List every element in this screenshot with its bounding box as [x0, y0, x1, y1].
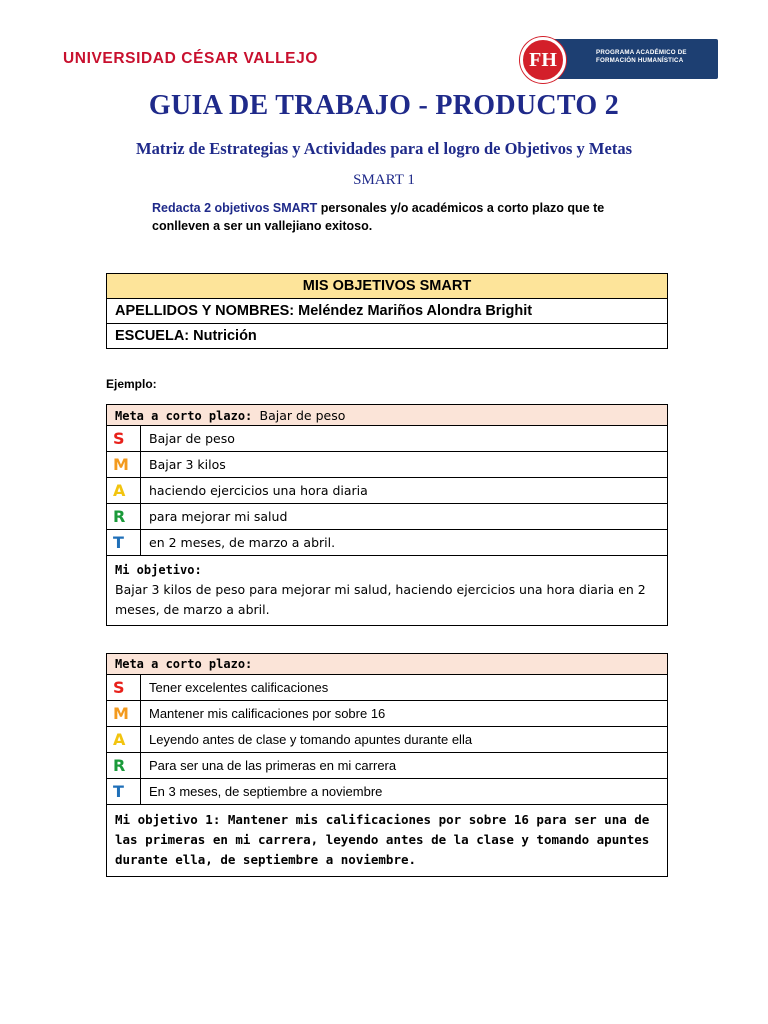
smart-value: Leyendo antes de clase y tomando apuntes durante ella	[141, 727, 668, 753]
smart-letter-t: T	[107, 779, 141, 805]
smart-value: Bajar de peso	[141, 426, 668, 452]
smart-row	[107, 426, 668, 452]
smart-row	[107, 504, 668, 530]
smart-value: Tener excelentes calificaciones	[141, 675, 668, 701]
smart-letter-t: T	[107, 530, 141, 556]
smart-row	[107, 727, 668, 753]
page-subtitle: Matriz de Estrategias y Actividades para el logro de Objetivos y Metas	[136, 139, 632, 158]
smart-letter-m: M	[107, 701, 141, 727]
meta-label: Meta a corto plazo:	[115, 657, 253, 671]
program-line-1: PROGRAMA ACADÉMICO DE	[596, 49, 687, 56]
example-smart-table	[106, 404, 668, 626]
meta-value: Bajar de peso	[259, 407, 346, 423]
instruction-highlight: Redacta 2 objetivos SMART	[152, 201, 318, 215]
smart-letter-a: A	[107, 478, 141, 504]
smart-row	[107, 530, 668, 556]
smart-letter-a: A	[107, 727, 141, 753]
smart-letter-r: R	[107, 753, 141, 779]
objective-cell	[107, 556, 668, 626]
fh-monogram: FH	[520, 37, 566, 83]
smart-value: Mantener mis calificaciones por sobre 16	[141, 701, 668, 727]
student-smart-table	[106, 653, 668, 877]
smart-row	[107, 701, 668, 727]
smart-letter-s: S	[107, 675, 141, 701]
smart-value: para mejorar mi salud	[141, 504, 668, 530]
meta-row	[107, 654, 668, 675]
smart-row	[107, 753, 668, 779]
smart-row	[107, 452, 668, 478]
example-label: Ejemplo:	[106, 377, 157, 391]
smart-row	[107, 675, 668, 701]
instruction-text	[152, 199, 622, 235]
smart-letter-r: R	[107, 504, 141, 530]
smart-value: Bajar 3 kilos	[141, 452, 668, 478]
smart-row	[107, 478, 668, 504]
smart-letter-s: S	[107, 426, 141, 452]
school-row: ESCUELA: Nutrición	[107, 324, 668, 349]
smart-value: haciendo ejercicios una hora diaria	[141, 478, 668, 504]
meta-row	[107, 405, 668, 426]
objectives-header: MIS OBJETIVOS SMART	[107, 274, 668, 299]
fh-logo	[520, 37, 718, 81]
page-title: GUIA DE TRABAJO - PRODUCTO 2	[148, 90, 620, 121]
smart-value: En 3 meses, de septiembre a noviembre	[141, 779, 668, 805]
section-title: SMART 1	[353, 172, 415, 188]
smart-letter-m: M	[107, 452, 141, 478]
smart-value: Para ser una de las primeras en mi carrera	[141, 753, 668, 779]
student-name-row: APELLIDOS Y NOMBRES: Meléndez Mariños Alondra Brighit	[107, 299, 668, 324]
ucv-logo	[57, 38, 318, 80]
meta-label: Meta a corto plazo:	[115, 408, 253, 423]
smart-value: en 2 meses, de marzo a abril.	[141, 530, 668, 556]
objectives-table	[106, 273, 668, 349]
instruction-rest: personales y/o académicos a corto plazo que te conlleven a ser un vallejiano exitoso.	[152, 201, 605, 233]
university-name: UNIVERSIDAD CÉSAR VALLEJO	[63, 50, 318, 67]
program-name	[596, 49, 687, 65]
program-line-2: FORMACIÓN HUMANÍSTICA	[596, 57, 684, 64]
smart-row	[107, 779, 668, 805]
student-objective: Mi objetivo 1: Mantener mis calificaciones por sobre 16 para ser una de las primeras en mi carrera, leyendo antes de la clase y tomando apuntes durante ella, de septiembre a noviembre.	[107, 805, 668, 877]
objective-label: Mi objetivo:	[115, 563, 202, 577]
objective-text: Bajar 3 kilos de peso para mejorar mi salud, haciendo ejercicios una hora diaria en 2 meses, de marzo a abril.	[115, 582, 646, 617]
